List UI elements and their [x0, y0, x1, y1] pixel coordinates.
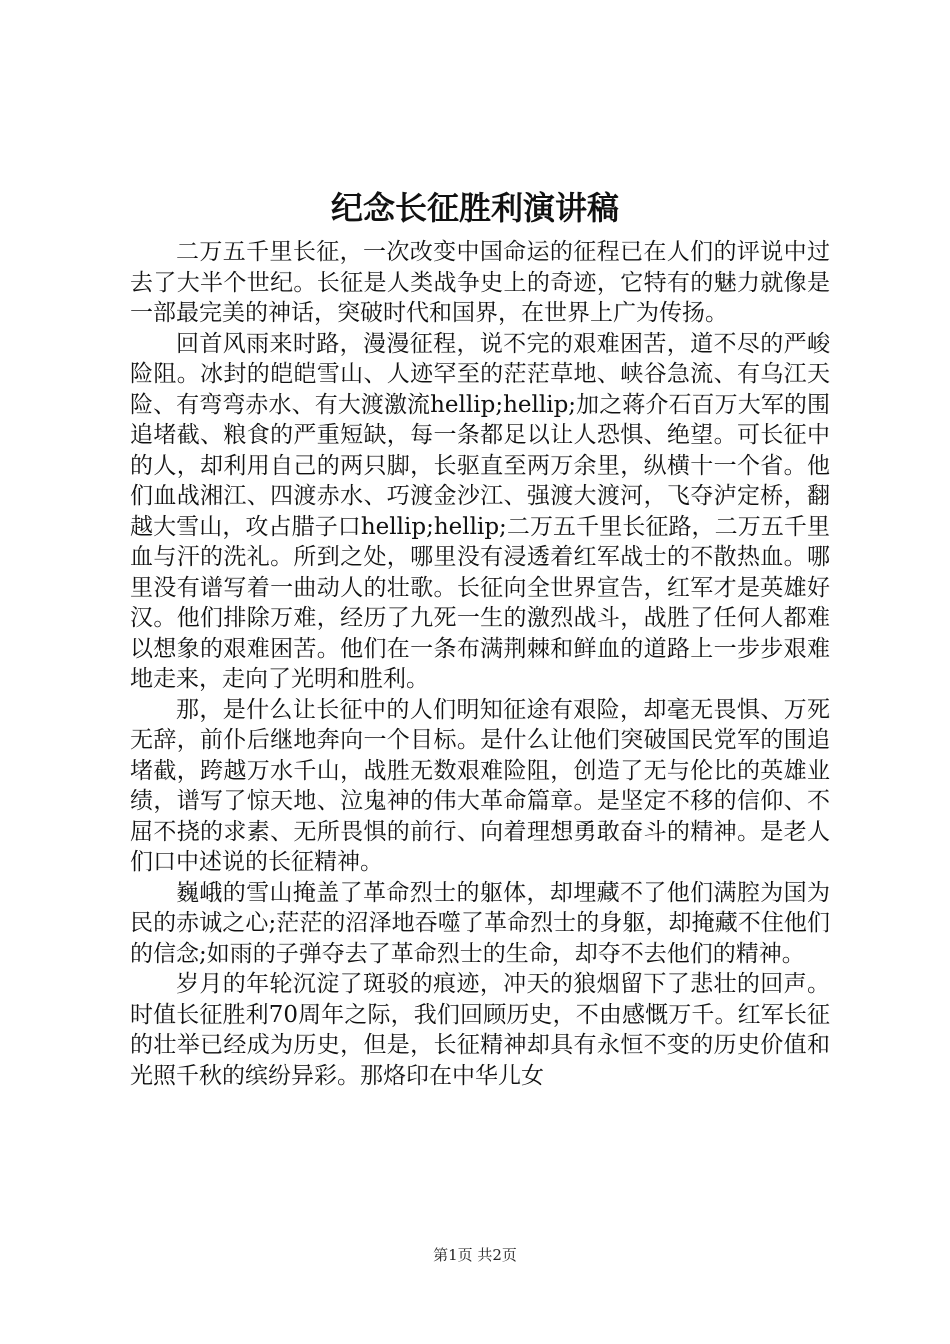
paragraph-4: 巍峨的雪山掩盖了革命烈士的躯体，却埋藏不了他们满腔为国为民的赤诚之心;茫茫的沼泽地吞噬了革命烈士的身躯，却掩藏不住他们的信念;如雨的子弹夺去了革命烈士的生命，却夺不去他们的精神。 — [130, 879, 830, 967]
paragraph-1: 二万五千里长征，一次改变中国命运的征程已在人们的评说中过去了大半个世纪。长征是人类战争史上的奇迹，它特有的魅力就像是一部最完美的神话，突破时代和国界，在世界上广为传扬。 — [130, 239, 830, 326]
page-number-footer: 第1页 共2页 — [433, 1246, 517, 1264]
paragraph-5: 岁月的年轮沉淀了斑驳的痕迹，冲天的狼烟留下了悲壮的回声。时值长征胜利70周年之际，我们回顾历史，不由感慨万千。红军长征的壮举已经成为历史，但是，长征精神却具有永恒不变的历史价值和光照千秋的缤纷异彩。那烙印在中华儿女 — [130, 971, 830, 1089]
paragraph-3: 那，是什么让长征中的人们明知征途有艰险，却毫无畏惧、万死无辞，前仆后继地奔向一个目标。是什么让他们突破国民党军的围追堵截，跨越万水千山，战胜无数艰难险阻，创造了无与伦比的英雄业绩，谱写了惊天地、泣鬼神的伟大革命篇章。是坚定不移的信仰、不屈不挠的求素、无所畏惧的前行、向着理想勇敢奋斗的精神。是老人们口中述说的长征精神。 — [130, 696, 830, 875]
paragraph-2: 回首风雨来时路，漫漫征程，说不完的艰难困苦，道不尽的严峻险阻。冰封的皑皑雪山、人迹罕至的茫茫草地、峡谷急流、有乌江天险、有弯弯赤水、有大渡激流hellip;hellip;加之蒋介石百万大军的围追堵截、粮食的严重短缺，每一条都足以让人恐惧、绝望。可长征中的人，却利用自己的两只脚，长驱直至两万余里，纵横十一个省。他们血战湘江、四渡赤水、巧渡金沙江、强渡大渡河，飞夺泸定桥，翻越大雪山，攻占腊子口hellip;hellip;二万五千里长征路，二万五千里血与汗的洗礼。所到之处，哪里没有浸透着红军战士的不散热血。哪里没有谱写着一曲动人的壮歌。长征向全世界宣告，红军才是英雄好汉。他们排除万难，经历了九死一生的激烈战斗，战胜了任何人都难以想象的艰难困苦。他们在一条布满荆棘和鲜血的道路上一步步艰难地走来，走向了光明和胜利。 — [130, 330, 830, 692]
document-body — [130, 237, 830, 1091]
document-title: 纪念长征胜利演讲稿 — [330, 189, 619, 227]
